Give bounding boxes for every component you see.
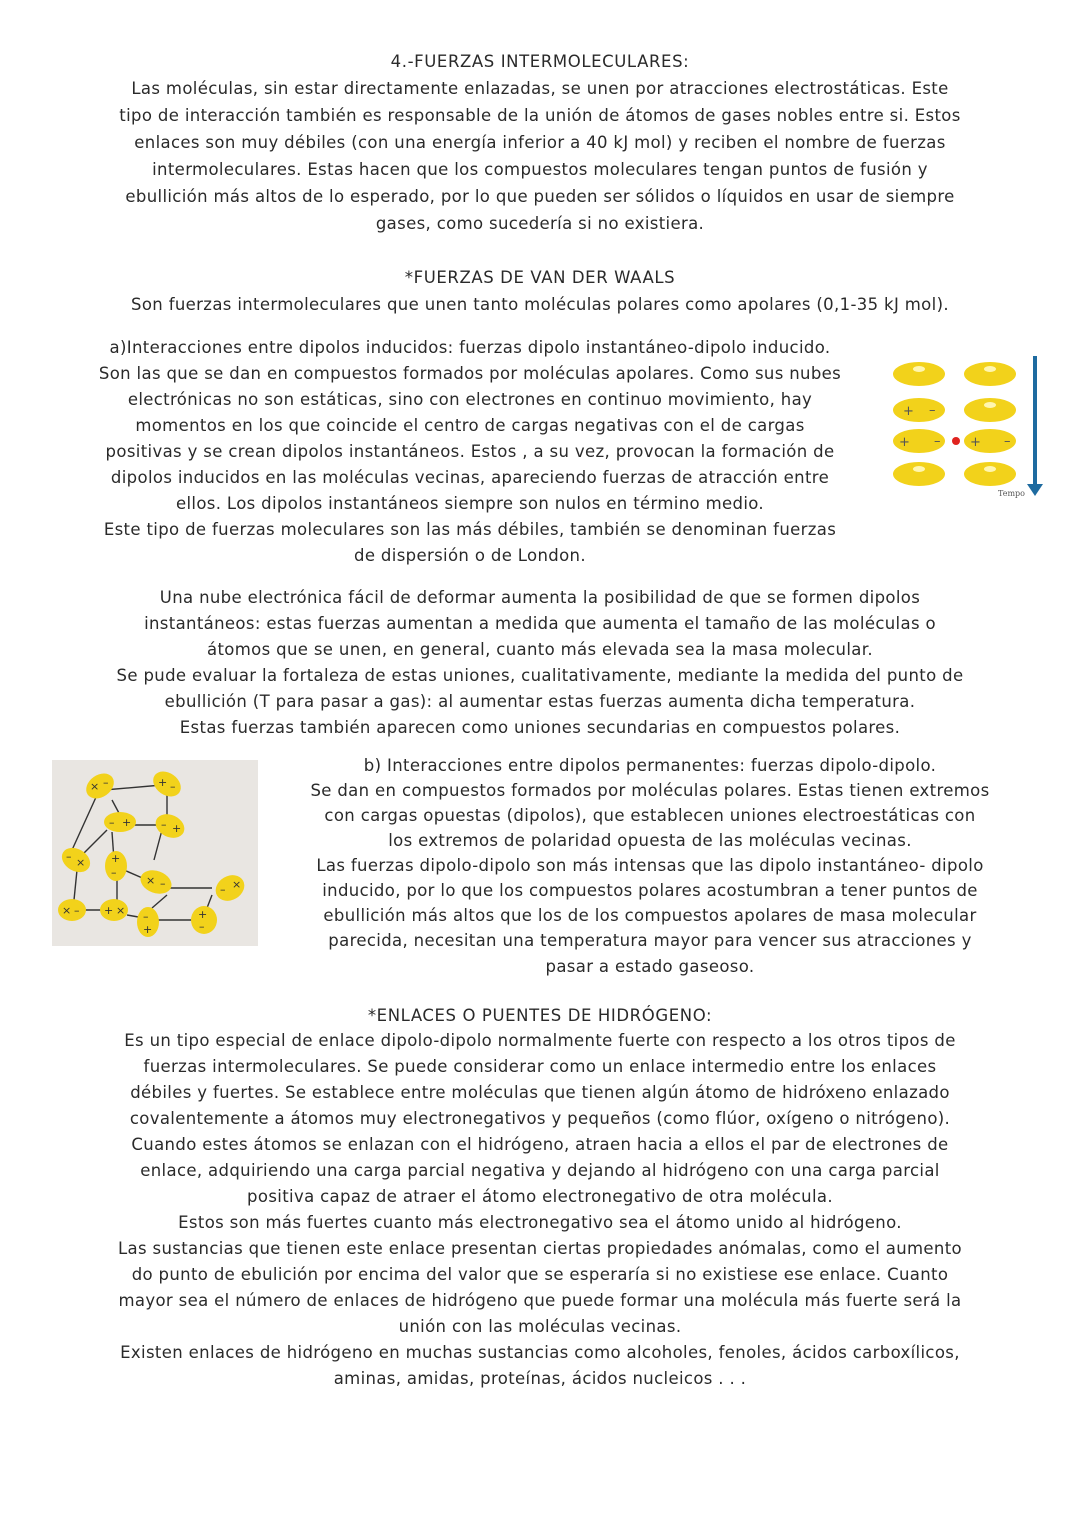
svg-text:×: × <box>90 780 100 793</box>
paragraph-line: Son las que se dan en compuestos formados por moléculas apolares. Como sus nubes <box>98 364 842 383</box>
svg-text:+: + <box>122 816 132 829</box>
paragraph-line: inducido, por lo que los compuestos polares acostumbran a tener puntos de <box>322 881 978 900</box>
section-title: *FUERZAS DE VAN DER WAALS <box>404 268 676 287</box>
paragraph-line: unión con las moléculas vecinas. <box>398 1317 682 1336</box>
permanent-dipole-figure <box>52 760 258 946</box>
svg-text:–: – <box>143 910 149 923</box>
paragraph-line: Se dan en compuestos formados por moléculas polares. Estas tienen extremos <box>310 781 990 800</box>
paragraph-line: parecida, necesitan una temperatura mayor para vencer sus atracciones y <box>328 931 972 950</box>
svg-text:–: – <box>929 403 936 418</box>
paragraph-line: enlaces son muy débiles (con una energía inferior a 40 kJ mol) y reciben el nombre de fuerzas <box>134 133 946 152</box>
svg-text:×: × <box>76 856 86 869</box>
paragraph-line: positiva capaz de atraer el átomo electronegativo de otra molécula. <box>247 1187 833 1206</box>
induced-dipole-molecule <box>964 429 1016 453</box>
paragraph-line: Las sustancias que tienen este enlace presentan ciertas propiedades anómalas, como el aumento <box>117 1239 963 1258</box>
time-label: Tempo <box>998 489 1025 498</box>
svg-text:–: – <box>109 816 115 829</box>
dipole-molecule <box>893 398 945 422</box>
svg-text:×: × <box>232 878 242 891</box>
paragraph-line: positivas y se crean dipolos instantáneos. Estos , a su vez, provocan la formación de <box>105 442 835 461</box>
paragraph-line: Es un tipo especial de enlace dipolo-dipolo normalmente fuerte con respecto a los otros tipos de <box>124 1031 956 1050</box>
paragraph-line: débiles y fuertes. Se establece entre moléculas que tienen algún átomo de hidróxeno enlazado <box>130 1083 950 1102</box>
paragraph-line: instantáneos: estas fuerzas aumentan a medida que aumenta el tamaño de las moléculas o <box>144 614 936 633</box>
apolar-molecule <box>964 398 1016 422</box>
svg-text:–: – <box>199 920 205 933</box>
polar-molecule <box>58 899 86 921</box>
svg-text:×: × <box>116 904 126 917</box>
paragraph-line: tipo de interacción también es responsable de la unión de átomos de gases nobles entre si. Estos <box>119 106 961 125</box>
svg-text:–: – <box>103 776 109 789</box>
subsection-title: a)Interacciones entre dipolos inducidos: fuerzas dipolo instantáneo-dipolo inducido. <box>109 338 831 357</box>
paragraph-line: átomos que se unen, en general, cuanto más elevada sea la masa molecular. <box>207 640 873 659</box>
paragraph-line: Este tipo de fuerzas moleculares son las más débiles, también se denominan fuerzas <box>103 520 837 539</box>
time-arrow-icon <box>1027 356 1043 496</box>
svg-text:+: + <box>158 776 168 789</box>
paragraph-line: fuerzas intermoleculares. Se puede considerar como un enlace intermedio entre los enlaces <box>143 1057 937 1076</box>
paragraph-line: de dispersión o de London. <box>354 546 586 565</box>
svg-text:×: × <box>62 904 72 917</box>
paragraph-line: Estos son más fuertes cuanto más electronegativo sea el átomo unido al hidrógeno. <box>178 1213 902 1232</box>
subsection-title: b) Interacciones entre dipolos permanentes: fuerzas dipolo-dipolo. <box>363 756 937 775</box>
svg-text:–: – <box>220 883 226 896</box>
paragraph-line: con cargas opuestas (dipolos), que establecen uniones electroestáticas con <box>324 806 976 825</box>
svg-text:–: – <box>1004 434 1011 449</box>
paragraph-line: Cuando estes átomos se enlazan con el hidrógeno, atraen hacia a ellos el par de electrones de <box>131 1135 949 1154</box>
polar-molecule <box>211 870 249 906</box>
apolar-molecule <box>964 462 1016 486</box>
paragraph-line: pasar a estado gaseoso. <box>545 957 755 976</box>
paragraph-line: momentos en los que coincide el centro de cargas negativas con el de cargas <box>135 416 805 435</box>
paragraph-line: ellos. Los dipolos instantáneos siempre son nulos en término medio. <box>175 494 765 513</box>
polar-molecule <box>191 906 217 934</box>
svg-text:–: – <box>170 780 176 793</box>
polar-molecule <box>81 768 118 803</box>
svg-text:–: – <box>66 850 72 863</box>
svg-text:+: + <box>970 435 981 450</box>
svg-text:+: + <box>143 923 153 936</box>
apolar-molecule <box>964 362 1016 386</box>
paragraph-line: dipolos inducidos en las moléculas vecinas, apareciendo fuerzas de atracción entre <box>110 468 830 487</box>
polar-molecule <box>100 899 128 921</box>
polar-molecule <box>137 866 175 898</box>
apolar-molecule <box>893 462 945 486</box>
paragraph-line: Las fuerzas dipolo-dipolo son más intensas que las dipolo instantáneo- dipolo <box>316 856 984 875</box>
paragraph-line: gases, como sucedería si no existiera. <box>375 214 705 233</box>
apolar-molecule <box>893 362 945 386</box>
svg-text:–: – <box>160 877 166 890</box>
paragraph-line: Son fuerzas intermoleculares que unen tanto moléculas polares como apolares (0,1-35 kJ mol). <box>131 295 949 314</box>
svg-text:–: – <box>111 866 117 879</box>
svg-text:+: + <box>104 904 114 917</box>
paragraph-line: Las moléculas, sin estar directamente enlazadas, se unen por atracciones electrostáticas. Este <box>131 79 949 98</box>
svg-text:×: × <box>146 874 156 887</box>
paragraph-line: Estas fuerzas también aparecen como uniones secundarias en compuestos polares. <box>179 718 901 737</box>
section-title: 4.-FUERZAS INTERMOLECULARES: <box>390 52 690 71</box>
svg-text:–: – <box>934 434 941 449</box>
svg-text:–: – <box>161 818 167 831</box>
paragraph-line: do punto de ebulición por encima del valor que se esperaría si no existiese ese enlace. Cuanto <box>131 1265 949 1284</box>
svg-text:–: – <box>74 904 80 917</box>
paragraph-line: electrónicas no son estáticas, sino con electrones en continuo movimiento, hay <box>127 390 813 409</box>
svg-text:+: + <box>111 852 121 865</box>
svg-text:+: + <box>198 908 208 921</box>
dipole-molecule <box>893 429 945 453</box>
paragraph-line: covalentemente a átomos muy electronegativos y pequeños (como flúor, oxígeno o nitrógeno). <box>129 1109 951 1128</box>
paragraph-line: Una nube electrónica fácil de deformar aumenta la posibilidad de que se formen dipolos <box>159 588 921 607</box>
svg-text:+: + <box>903 404 914 419</box>
paragraph-line: aminas, amidas, proteínas, ácidos nucleicos . . . <box>333 1369 747 1388</box>
paragraph-line: ebullición más altos de lo esperado, por lo que pueden ser sólidos o líquidos en usar de siempre <box>125 187 955 206</box>
svg-text:+: + <box>172 822 182 835</box>
section-title: *ENLACES O PUENTES DE HIDRÓGENO: <box>367 1006 713 1025</box>
paragraph-line: ebullición más altos que los de los compuestos apolares de masa molecular <box>323 906 977 925</box>
polar-molecule <box>137 907 159 937</box>
polar-molecule <box>152 810 188 843</box>
paragraph-line: mayor sea el número de enlaces de hidrógeno que puede formar una molécula más fuerte será la <box>118 1291 962 1310</box>
polar-molecule <box>105 851 127 881</box>
paragraph-line: ebullición (T para pasar a gas): al aumentar estas fuerzas aumenta dicha temperatura. <box>164 692 916 711</box>
paragraph-line: Existen enlaces de hidrógeno en muchas sustancias como alcoholes, fenoles, ácidos carboxílicos, <box>120 1343 960 1362</box>
paragraph-line: los extremos de polaridad opuesta de las moléculas vecinas. <box>388 831 912 850</box>
paragraph-line: intermoleculares. Estas hacen que los compuestos moleculares tengan puntos de fusión y <box>152 160 928 179</box>
attraction-dot <box>952 437 960 445</box>
paragraph-line: enlace, adquiriendo una carga parcial negativa y dejando al hidrógeno con una carga parcial <box>140 1161 940 1180</box>
induced-dipole-figure <box>886 352 1050 504</box>
paragraph-line: Se pude evaluar la fortaleza de estas uniones, cualitativamente, mediante la medida del punto de <box>116 666 964 685</box>
svg-text:+: + <box>899 435 910 450</box>
polar-molecule <box>104 812 136 832</box>
attraction-arrows <box>72 785 232 920</box>
